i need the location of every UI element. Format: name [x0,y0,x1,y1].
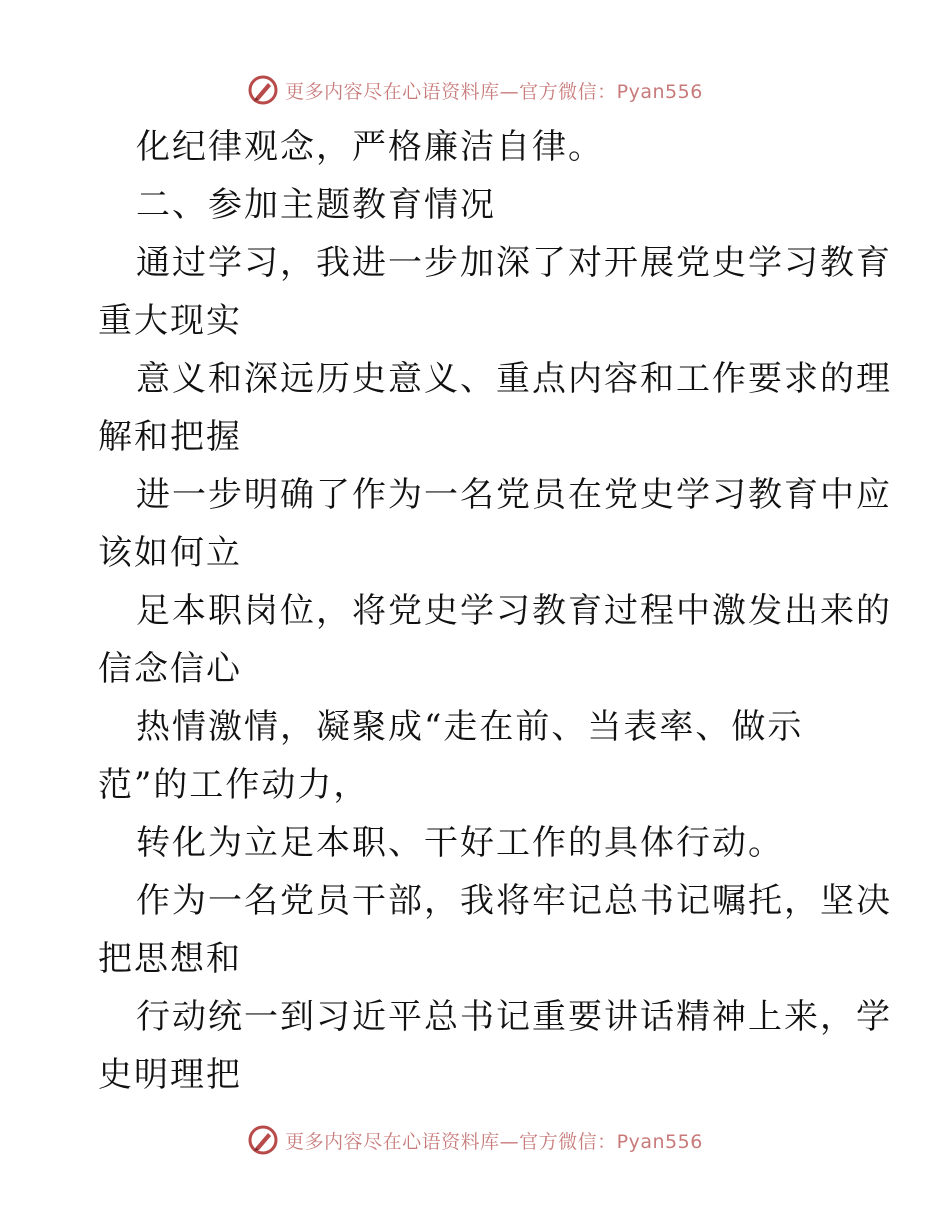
watermark-group [247,1124,703,1156]
footer-watermark [0,1120,950,1160]
pen-logo-icon [247,1124,279,1156]
body-line: 进一步明确了作为一名党员在党史学习教育中应 [136,475,892,515]
body-line: 史明理把 [98,1055,242,1095]
watermark-text: 更多内容尽在心语资料库—官方微信：Pyan556 [285,80,703,103]
body-line: 解和把握 [98,417,242,457]
body-line: 作为一名党员干部，我将牢记总书记嘱托，坚决 [136,881,892,921]
body-line: 重大现实 [98,301,242,341]
body-line: 意义和深远历史意义、重点内容和工作要求的理 [136,359,892,399]
watermark-group [247,74,703,106]
body-line: 通过学习，我进一步加深了对开展党史学习教育 [136,243,892,283]
body-line: 信念信心 [98,649,242,689]
body-line: 该如何立 [98,533,242,573]
body-line: 足本职岗位，将党史学习教育过程中激发出来的 [136,591,892,631]
document-body [98,118,892,1104]
body-line: 把思想和 [98,939,242,979]
body-line: 范”的工作动力， [98,765,370,805]
body-line: 化纪律观念，严格廉洁自律。 [136,127,604,167]
section-heading: 二、参加主题教育情况 [136,185,496,225]
pen-logo-icon [247,74,279,106]
header-watermark [0,70,950,110]
watermark-text: 更多内容尽在心语资料库—官方微信：Pyan556 [285,1130,703,1153]
body-line: 转化为立足本职、干好工作的具体行动。 [136,823,784,863]
body-line: 热情激情，凝聚成“走在前、当表率、做示 [136,707,804,747]
body-line: 行动统一到习近平总书记重要讲话精神上来，学 [136,997,892,1037]
